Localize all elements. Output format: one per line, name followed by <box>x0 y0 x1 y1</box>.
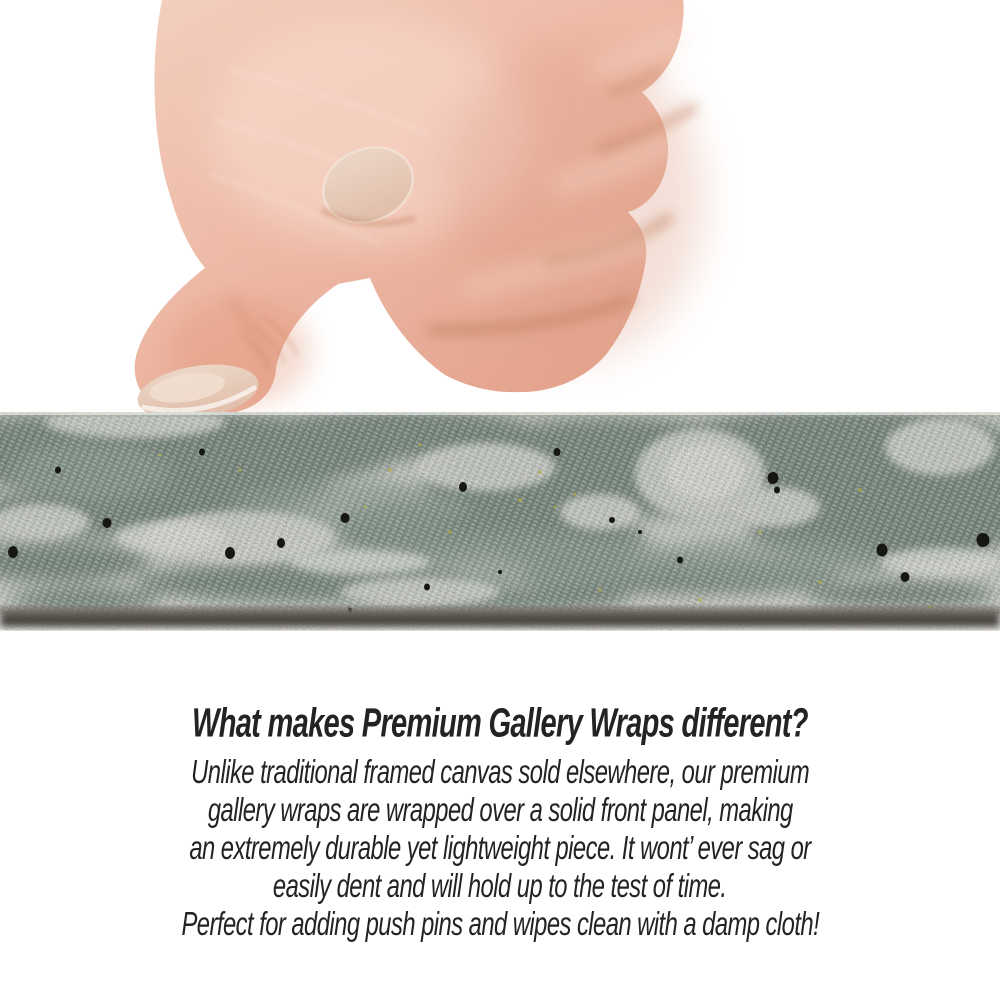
body-line-4: easily dent and will hold up to the test of time. <box>273 867 727 905</box>
headline-text: What makes Premium Gallery Wraps different? <box>192 699 808 746</box>
canvas-edge-strip <box>0 412 1000 633</box>
headline <box>0 698 1000 754</box>
canvas-top-shade <box>0 415 1000 417</box>
body-line-1: Unlike traditional framed canvas sold elsewhere, our premium <box>190 753 810 791</box>
canvas-top-highlight <box>0 412 1000 415</box>
marketing-copy <box>0 698 1000 944</box>
body-line-5: Perfect for adding push pins and wipes clean with a damp cloth! <box>181 905 819 943</box>
grain-light <box>0 412 1000 614</box>
body-line-2: gallery wraps are wrapped over a solid front panel, making <box>207 791 793 829</box>
hand-graphic <box>0 0 1000 428</box>
canvas-texture <box>0 412 1000 633</box>
canvas-dark-edge-grain <box>0 606 1000 630</box>
body-line-3: an extremely durable yet lightweight piece. It wont’ ever sag or <box>189 829 811 867</box>
